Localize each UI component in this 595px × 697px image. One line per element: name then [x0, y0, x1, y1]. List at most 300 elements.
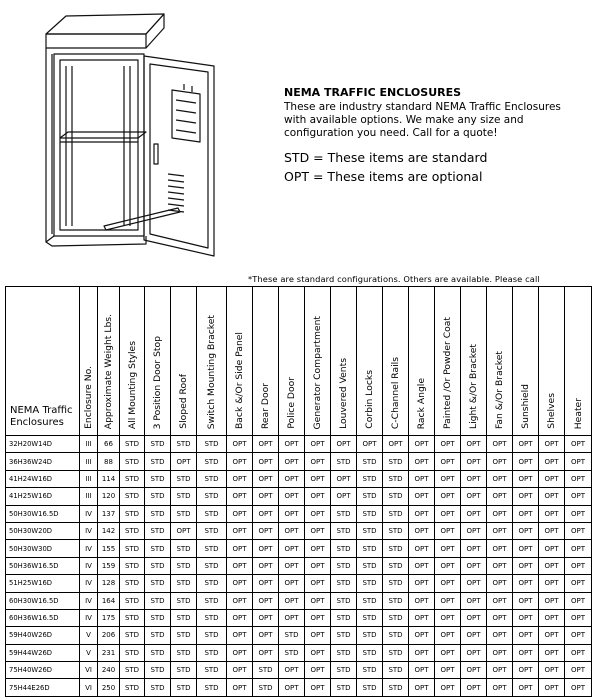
- table-cell: STD: [253, 662, 279, 679]
- table-cell: OPT: [305, 436, 331, 453]
- table-cell: 164: [98, 592, 120, 609]
- table-cell: OPT: [305, 522, 331, 539]
- table-cell: 159: [98, 557, 120, 574]
- enclosure-name-cell: 51H25W16D: [6, 575, 80, 592]
- enclosure-name-cell: 75H44E26D: [6, 679, 80, 696]
- options-table: [5, 286, 592, 697]
- table-cell: STD: [197, 627, 227, 644]
- table-cell: STD: [145, 609, 171, 626]
- table-cell: STD: [357, 488, 383, 505]
- table-cell: STD: [171, 557, 197, 574]
- table-cell: OPT: [435, 436, 461, 453]
- table-cell: OPT: [513, 505, 539, 522]
- table-cell: STD: [145, 436, 171, 453]
- table-cell: OPT: [565, 453, 592, 470]
- table-cell: STD: [120, 644, 145, 661]
- enclosure-name-cell: 36H36W24D: [6, 453, 80, 470]
- table-cell: VI: [80, 662, 98, 679]
- table-cell: OPT: [513, 453, 539, 470]
- table-cell: OPT: [253, 609, 279, 626]
- column-header-label: All Mounting Styles: [126, 340, 138, 429]
- table-cell: 120: [98, 488, 120, 505]
- table-cell: 88: [98, 453, 120, 470]
- table-cell: STD: [197, 436, 227, 453]
- table-cell: OPT: [539, 453, 565, 470]
- table-cell: OPT: [539, 505, 565, 522]
- table-cell: STD: [331, 592, 357, 609]
- table-cell: OPT: [227, 436, 253, 453]
- table-cell: OPT: [435, 453, 461, 470]
- table-cell: OPT: [487, 679, 513, 696]
- table-cell: STD: [145, 505, 171, 522]
- configuration-note: *These are standard configurations. Others are available. Please call: [248, 274, 540, 284]
- table-cell: STD: [331, 609, 357, 626]
- table-row: [6, 436, 592, 453]
- table-cell: STD: [120, 470, 145, 487]
- table-cell: STD: [383, 592, 409, 609]
- table-cell: OPT: [409, 557, 435, 574]
- table-cell: OPT: [383, 436, 409, 453]
- table-cell: STD: [145, 488, 171, 505]
- table-cell: OPT: [513, 557, 539, 574]
- table-cell: OPT: [253, 436, 279, 453]
- intro-block: [284, 86, 584, 186]
- table-cell: STD: [145, 592, 171, 609]
- enclosure-name-cell: 32H20W14D: [6, 436, 80, 453]
- column-header: [383, 287, 409, 436]
- table-cell: OPT: [487, 609, 513, 626]
- table-cell: STD: [197, 505, 227, 522]
- column-header-label: Back &/Or Side Panel: [234, 332, 245, 429]
- column-header: [279, 287, 305, 436]
- table-cell: OPT: [279, 488, 305, 505]
- table-cell: STD: [357, 627, 383, 644]
- table-cell: 231: [98, 644, 120, 661]
- table-cell: STD: [120, 557, 145, 574]
- column-header-label: Sloped Roof: [178, 374, 189, 429]
- table-cell: OPT: [487, 627, 513, 644]
- table-cell: IV: [80, 592, 98, 609]
- table-cell: OPT: [461, 505, 487, 522]
- table-cell: STD: [197, 592, 227, 609]
- table-cell: OPT: [565, 488, 592, 505]
- column-header-label: Approximate Weight Lbs.: [103, 313, 114, 429]
- table-cell: OPT: [253, 557, 279, 574]
- table-cell: OPT: [513, 436, 539, 453]
- table-cell: OPT: [487, 644, 513, 661]
- table-cell: STD: [331, 644, 357, 661]
- table-cell: OPT: [227, 505, 253, 522]
- column-header: [357, 287, 383, 436]
- table-cell: OPT: [409, 662, 435, 679]
- column-header-enclosures: NEMA Traffic Enclosures: [6, 287, 80, 436]
- table-cell: STD: [120, 522, 145, 539]
- table-cell: STD: [197, 679, 227, 696]
- table-cell: STD: [145, 470, 171, 487]
- table-cell: STD: [331, 540, 357, 557]
- table-cell: 175: [98, 609, 120, 626]
- table-cell: OPT: [461, 557, 487, 574]
- table-row: [6, 540, 592, 557]
- column-header: [435, 287, 461, 436]
- table-cell: OPT: [331, 470, 357, 487]
- table-cell: STD: [357, 522, 383, 539]
- table-cell: STD: [197, 609, 227, 626]
- table-row: [6, 609, 592, 626]
- enclosure-name-cell: 41H24W16D: [6, 470, 80, 487]
- column-header: [565, 287, 592, 436]
- table-cell: STD: [331, 557, 357, 574]
- table-cell: STD: [197, 470, 227, 487]
- table-cell: 155: [98, 540, 120, 557]
- table-cell: OPT: [409, 522, 435, 539]
- table-cell: OPT: [409, 575, 435, 592]
- table-row: [6, 557, 592, 574]
- table-cell: STD: [120, 592, 145, 609]
- table-cell: OPT: [253, 505, 279, 522]
- table-cell: OPT: [461, 453, 487, 470]
- table-cell: STD: [145, 662, 171, 679]
- table-cell: STD: [357, 540, 383, 557]
- intro-title: NEMA TRAFFIC ENCLOSURES: [284, 86, 462, 99]
- table-cell: OPT: [565, 662, 592, 679]
- table-cell: 250: [98, 679, 120, 696]
- table-cell: STD: [197, 522, 227, 539]
- table-cell: OPT: [513, 540, 539, 557]
- table-cell: STD: [171, 540, 197, 557]
- table-cell: STD: [145, 679, 171, 696]
- table-cell: STD: [120, 679, 145, 696]
- table-cell: OPT: [539, 679, 565, 696]
- table-cell: STD: [383, 522, 409, 539]
- table-cell: OPT: [279, 470, 305, 487]
- table-cell: OPT: [565, 557, 592, 574]
- table-cell: OPT: [279, 453, 305, 470]
- table-cell: STD: [331, 453, 357, 470]
- table-cell: STD: [197, 662, 227, 679]
- table-cell: OPT: [435, 557, 461, 574]
- table-cell: OPT: [279, 609, 305, 626]
- table-cell: OPT: [409, 505, 435, 522]
- table-cell: STD: [383, 557, 409, 574]
- table-cell: OPT: [279, 575, 305, 592]
- column-header: [487, 287, 513, 436]
- table-cell: OPT: [305, 609, 331, 626]
- table-cell: OPT: [171, 522, 197, 539]
- table-cell: OPT: [305, 540, 331, 557]
- table-cell: OPT: [279, 679, 305, 696]
- table-cell: STD: [383, 627, 409, 644]
- enclosure-name-cell: 50H30W16.5D: [6, 505, 80, 522]
- table-cell: STD: [331, 662, 357, 679]
- table-cell: OPT: [409, 488, 435, 505]
- table-cell: III: [80, 436, 98, 453]
- table-cell: OPT: [305, 662, 331, 679]
- table-cell: OPT: [171, 453, 197, 470]
- table-cell: OPT: [539, 436, 565, 453]
- table-cell: OPT: [409, 609, 435, 626]
- table-cell: OPT: [565, 522, 592, 539]
- table-cell: STD: [357, 470, 383, 487]
- table-cell: OPT: [539, 627, 565, 644]
- table-cell: OPT: [461, 575, 487, 592]
- table-cell: OPT: [513, 662, 539, 679]
- legend-std: STD = These items are standard: [284, 150, 488, 165]
- table-row: [6, 662, 592, 679]
- table-cell: OPT: [435, 662, 461, 679]
- enclosure-name-cell: 50H30W30D: [6, 540, 80, 557]
- table-cell: OPT: [435, 505, 461, 522]
- enclosure-name-cell: 59H40W26D: [6, 627, 80, 644]
- table-cell: OPT: [253, 488, 279, 505]
- table-cell: OPT: [435, 470, 461, 487]
- table-cell: III: [80, 453, 98, 470]
- table-cell: STD: [145, 627, 171, 644]
- table-cell: OPT: [435, 540, 461, 557]
- column-header-label: Rack Angle: [416, 377, 427, 429]
- table-cell: OPT: [279, 436, 305, 453]
- column-header-label: Light &/Or Bracket: [468, 343, 479, 429]
- table-cell: STD: [383, 575, 409, 592]
- table-cell: OPT: [461, 470, 487, 487]
- table-cell: OPT: [227, 488, 253, 505]
- table-cell: STD: [197, 557, 227, 574]
- table-cell: STD: [171, 505, 197, 522]
- table-cell: OPT: [227, 453, 253, 470]
- table-cell: STD: [197, 540, 227, 557]
- table-cell: STD: [331, 679, 357, 696]
- column-header: [305, 287, 331, 436]
- table-cell: STD: [171, 470, 197, 487]
- table-cell: OPT: [305, 488, 331, 505]
- table-cell: STD: [197, 575, 227, 592]
- enclosure-illustration: [8, 4, 270, 266]
- column-header-label: Painted /Or Powder Coat: [442, 317, 453, 429]
- table-cell: STD: [171, 679, 197, 696]
- table-cell: OPT: [461, 644, 487, 661]
- table-cell: OPT: [487, 436, 513, 453]
- table-cell: STD: [357, 557, 383, 574]
- table-cell: OPT: [461, 488, 487, 505]
- table-cell: 137: [98, 505, 120, 522]
- table-cell: OPT: [253, 453, 279, 470]
- column-header-label: 3 Position Door Stop: [152, 335, 163, 429]
- column-header: [253, 287, 279, 436]
- table-cell: OPT: [487, 662, 513, 679]
- column-header: [227, 287, 253, 436]
- table-cell: OPT: [565, 644, 592, 661]
- table-cell: OPT: [409, 453, 435, 470]
- column-header-label: Generator Compartment: [312, 315, 323, 429]
- table-cell: STD: [357, 679, 383, 696]
- table-cell: OPT: [305, 470, 331, 487]
- column-header: [409, 287, 435, 436]
- table-cell: VI: [80, 679, 98, 696]
- table-cell: STD: [357, 453, 383, 470]
- table-cell: OPT: [487, 592, 513, 609]
- column-header: [145, 287, 171, 436]
- intro-body: These are industry standard NEMA Traffic Enclosures with available options. We make any size and configuration you need. Call for a quote!: [284, 101, 561, 139]
- column-header: [120, 287, 145, 436]
- table-cell: STD: [120, 609, 145, 626]
- table-cell: OPT: [409, 627, 435, 644]
- column-header-label: Louvered Vents: [338, 358, 349, 429]
- table-cell: STD: [120, 662, 145, 679]
- table-cell: STD: [171, 575, 197, 592]
- table-cell: OPT: [279, 662, 305, 679]
- table-cell: IV: [80, 575, 98, 592]
- column-header: [98, 287, 120, 436]
- table-cell: OPT: [253, 627, 279, 644]
- table-cell: V: [80, 627, 98, 644]
- enclosure-name-cell: 75H40W26D: [6, 662, 80, 679]
- table-cell: OPT: [539, 662, 565, 679]
- table-cell: STD: [145, 575, 171, 592]
- table-cell: OPT: [435, 609, 461, 626]
- table-row: [6, 644, 592, 661]
- table-cell: STD: [120, 436, 145, 453]
- table-cell: OPT: [513, 627, 539, 644]
- table-cell: OPT: [487, 470, 513, 487]
- table-cell: OPT: [487, 540, 513, 557]
- table-cell: OPT: [565, 470, 592, 487]
- table-cell: OPT: [539, 644, 565, 661]
- table-cell: STD: [120, 488, 145, 505]
- column-header: [197, 287, 227, 436]
- enclosure-name-cell: 50H36W16.5D: [6, 557, 80, 574]
- table-cell: OPT: [305, 505, 331, 522]
- column-header-label: Shelves: [546, 393, 557, 429]
- table-cell: IV: [80, 522, 98, 539]
- table-cell: STD: [120, 627, 145, 644]
- table-cell: STD: [383, 453, 409, 470]
- table-cell: OPT: [227, 557, 253, 574]
- column-header-label: Rear Door: [260, 382, 271, 429]
- table-cell: STD: [171, 436, 197, 453]
- table-cell: STD: [357, 592, 383, 609]
- table-cell: OPT: [513, 488, 539, 505]
- table-cell: STD: [197, 453, 227, 470]
- table-cell: STD: [145, 453, 171, 470]
- table-cell: OPT: [409, 436, 435, 453]
- table-cell: V: [80, 644, 98, 661]
- table-cell: 128: [98, 575, 120, 592]
- table-cell: OPT: [539, 557, 565, 574]
- table-cell: STD: [171, 662, 197, 679]
- table-cell: OPT: [227, 662, 253, 679]
- table-cell: STD: [279, 644, 305, 661]
- table-cell: OPT: [305, 557, 331, 574]
- column-header-label: Sunshield: [520, 384, 531, 429]
- table-cell: OPT: [565, 575, 592, 592]
- table-cell: OPT: [331, 488, 357, 505]
- table-cell: 206: [98, 627, 120, 644]
- table-cell: OPT: [565, 436, 592, 453]
- table-cell: STD: [120, 505, 145, 522]
- table-row: [6, 505, 592, 522]
- table-cell: STD: [145, 540, 171, 557]
- table-cell: STD: [383, 470, 409, 487]
- column-header: [331, 287, 357, 436]
- table-cell: OPT: [513, 679, 539, 696]
- table-cell: OPT: [513, 609, 539, 626]
- table-cell: OPT: [487, 522, 513, 539]
- enclosure-name-cell: 50H30W20D: [6, 522, 80, 539]
- table-row: [6, 679, 592, 696]
- table-cell: OPT: [331, 436, 357, 453]
- table-cell: STD: [171, 592, 197, 609]
- table-cell: OPT: [305, 627, 331, 644]
- table-cell: OPT: [279, 557, 305, 574]
- table-cell: STD: [331, 575, 357, 592]
- table-cell: STD: [357, 609, 383, 626]
- table-row: [6, 522, 592, 539]
- table-cell: OPT: [461, 436, 487, 453]
- enclosure-name-cell: 41H25W16D: [6, 488, 80, 505]
- table-cell: OPT: [253, 592, 279, 609]
- table-cell: STD: [197, 644, 227, 661]
- table-cell: OPT: [461, 592, 487, 609]
- table-cell: STD: [331, 627, 357, 644]
- column-header-label: Switch Mounting Bracket: [206, 314, 217, 429]
- enclosure-name-cell: 60H36W16.5D: [6, 609, 80, 626]
- table-cell: OPT: [227, 627, 253, 644]
- table-cell: 66: [98, 436, 120, 453]
- table-cell: OPT: [305, 679, 331, 696]
- table-cell: OPT: [461, 662, 487, 679]
- table-cell: OPT: [253, 522, 279, 539]
- table-cell: OPT: [305, 453, 331, 470]
- enclosure-name-cell: 60H30W16.5D: [6, 592, 80, 609]
- table-cell: OPT: [565, 592, 592, 609]
- table-cell: OPT: [513, 470, 539, 487]
- column-header-label: C-Channel Rails: [390, 356, 401, 429]
- table-cell: STD: [357, 662, 383, 679]
- table-cell: OPT: [487, 453, 513, 470]
- table-cell: III: [80, 470, 98, 487]
- table-cell: OPT: [253, 575, 279, 592]
- table-cell: OPT: [409, 592, 435, 609]
- table-cell: OPT: [279, 592, 305, 609]
- table-cell: OPT: [487, 488, 513, 505]
- table-cell: OPT: [539, 522, 565, 539]
- enclosure-name-cell: 59H44W26D: [6, 644, 80, 661]
- table-cell: STD: [383, 609, 409, 626]
- table-row: [6, 453, 592, 470]
- column-header: [80, 287, 98, 436]
- table-cell: OPT: [435, 644, 461, 661]
- table-cell: OPT: [435, 488, 461, 505]
- table-cell: OPT: [305, 644, 331, 661]
- column-header-label: Fan &/Or Bracket: [494, 350, 505, 429]
- table-cell: STD: [171, 488, 197, 505]
- table-row: [6, 592, 592, 609]
- table-cell: STD: [145, 522, 171, 539]
- table-cell: IV: [80, 609, 98, 626]
- table-cell: 114: [98, 470, 120, 487]
- table-cell: OPT: [565, 505, 592, 522]
- table-cell: OPT: [409, 679, 435, 696]
- table-cell: OPT: [487, 557, 513, 574]
- table-cell: STD: [357, 505, 383, 522]
- table-cell: OPT: [487, 575, 513, 592]
- table-cell: STD: [331, 505, 357, 522]
- table-cell: OPT: [435, 679, 461, 696]
- table-cell: OPT: [565, 679, 592, 696]
- table-cell: STD: [171, 627, 197, 644]
- column-header-label: Corbin Locks: [364, 370, 375, 429]
- table-cell: OPT: [539, 488, 565, 505]
